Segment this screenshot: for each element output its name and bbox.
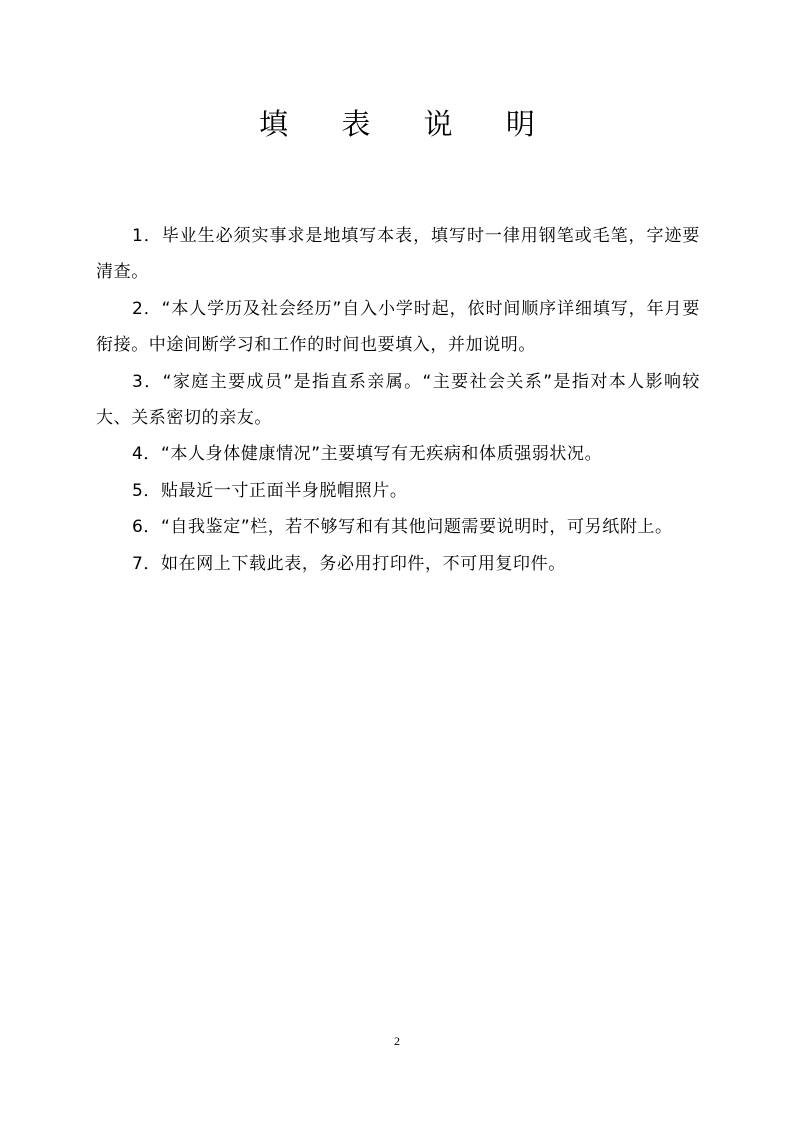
instruction-item-5: 5．贴最近一寸正面半身脱帽照片。 [132,480,408,501]
instruction-item-1: 1．毕业生必须实事求是地填写本表，填写时一律用钢笔或毛笔，字迹要清查。 [96,226,700,283]
instruction-item-4: 4．“本人身体健康情况”主要填写有无疾病和体质强弱状况。 [132,444,603,465]
instruction-item-6: 6．“自我鉴定”栏，若不够写和有其他问题需要说明时，可另纸附上。 [132,517,673,538]
instruction-item-7: 7．如在网上下载此表，务必用打印件，不可用复印件。 [132,553,566,574]
instructions-list [96,218,700,582]
page-title: 填 表 说 明 [259,107,557,141]
page-number: 2 [394,1034,400,1048]
instruction-item-3: 3．“家庭主要成员”是指直系亲属。“主要社会关系”是指对本人影响较大、关系密切的亲友。 [96,371,700,429]
instruction-item-2: 2．“本人学历及社会经历”自入小学时起，依时间顺序详细填写，年月要衔接。中途间断学习和工作的时间也要填入，并加说明。 [96,298,700,356]
